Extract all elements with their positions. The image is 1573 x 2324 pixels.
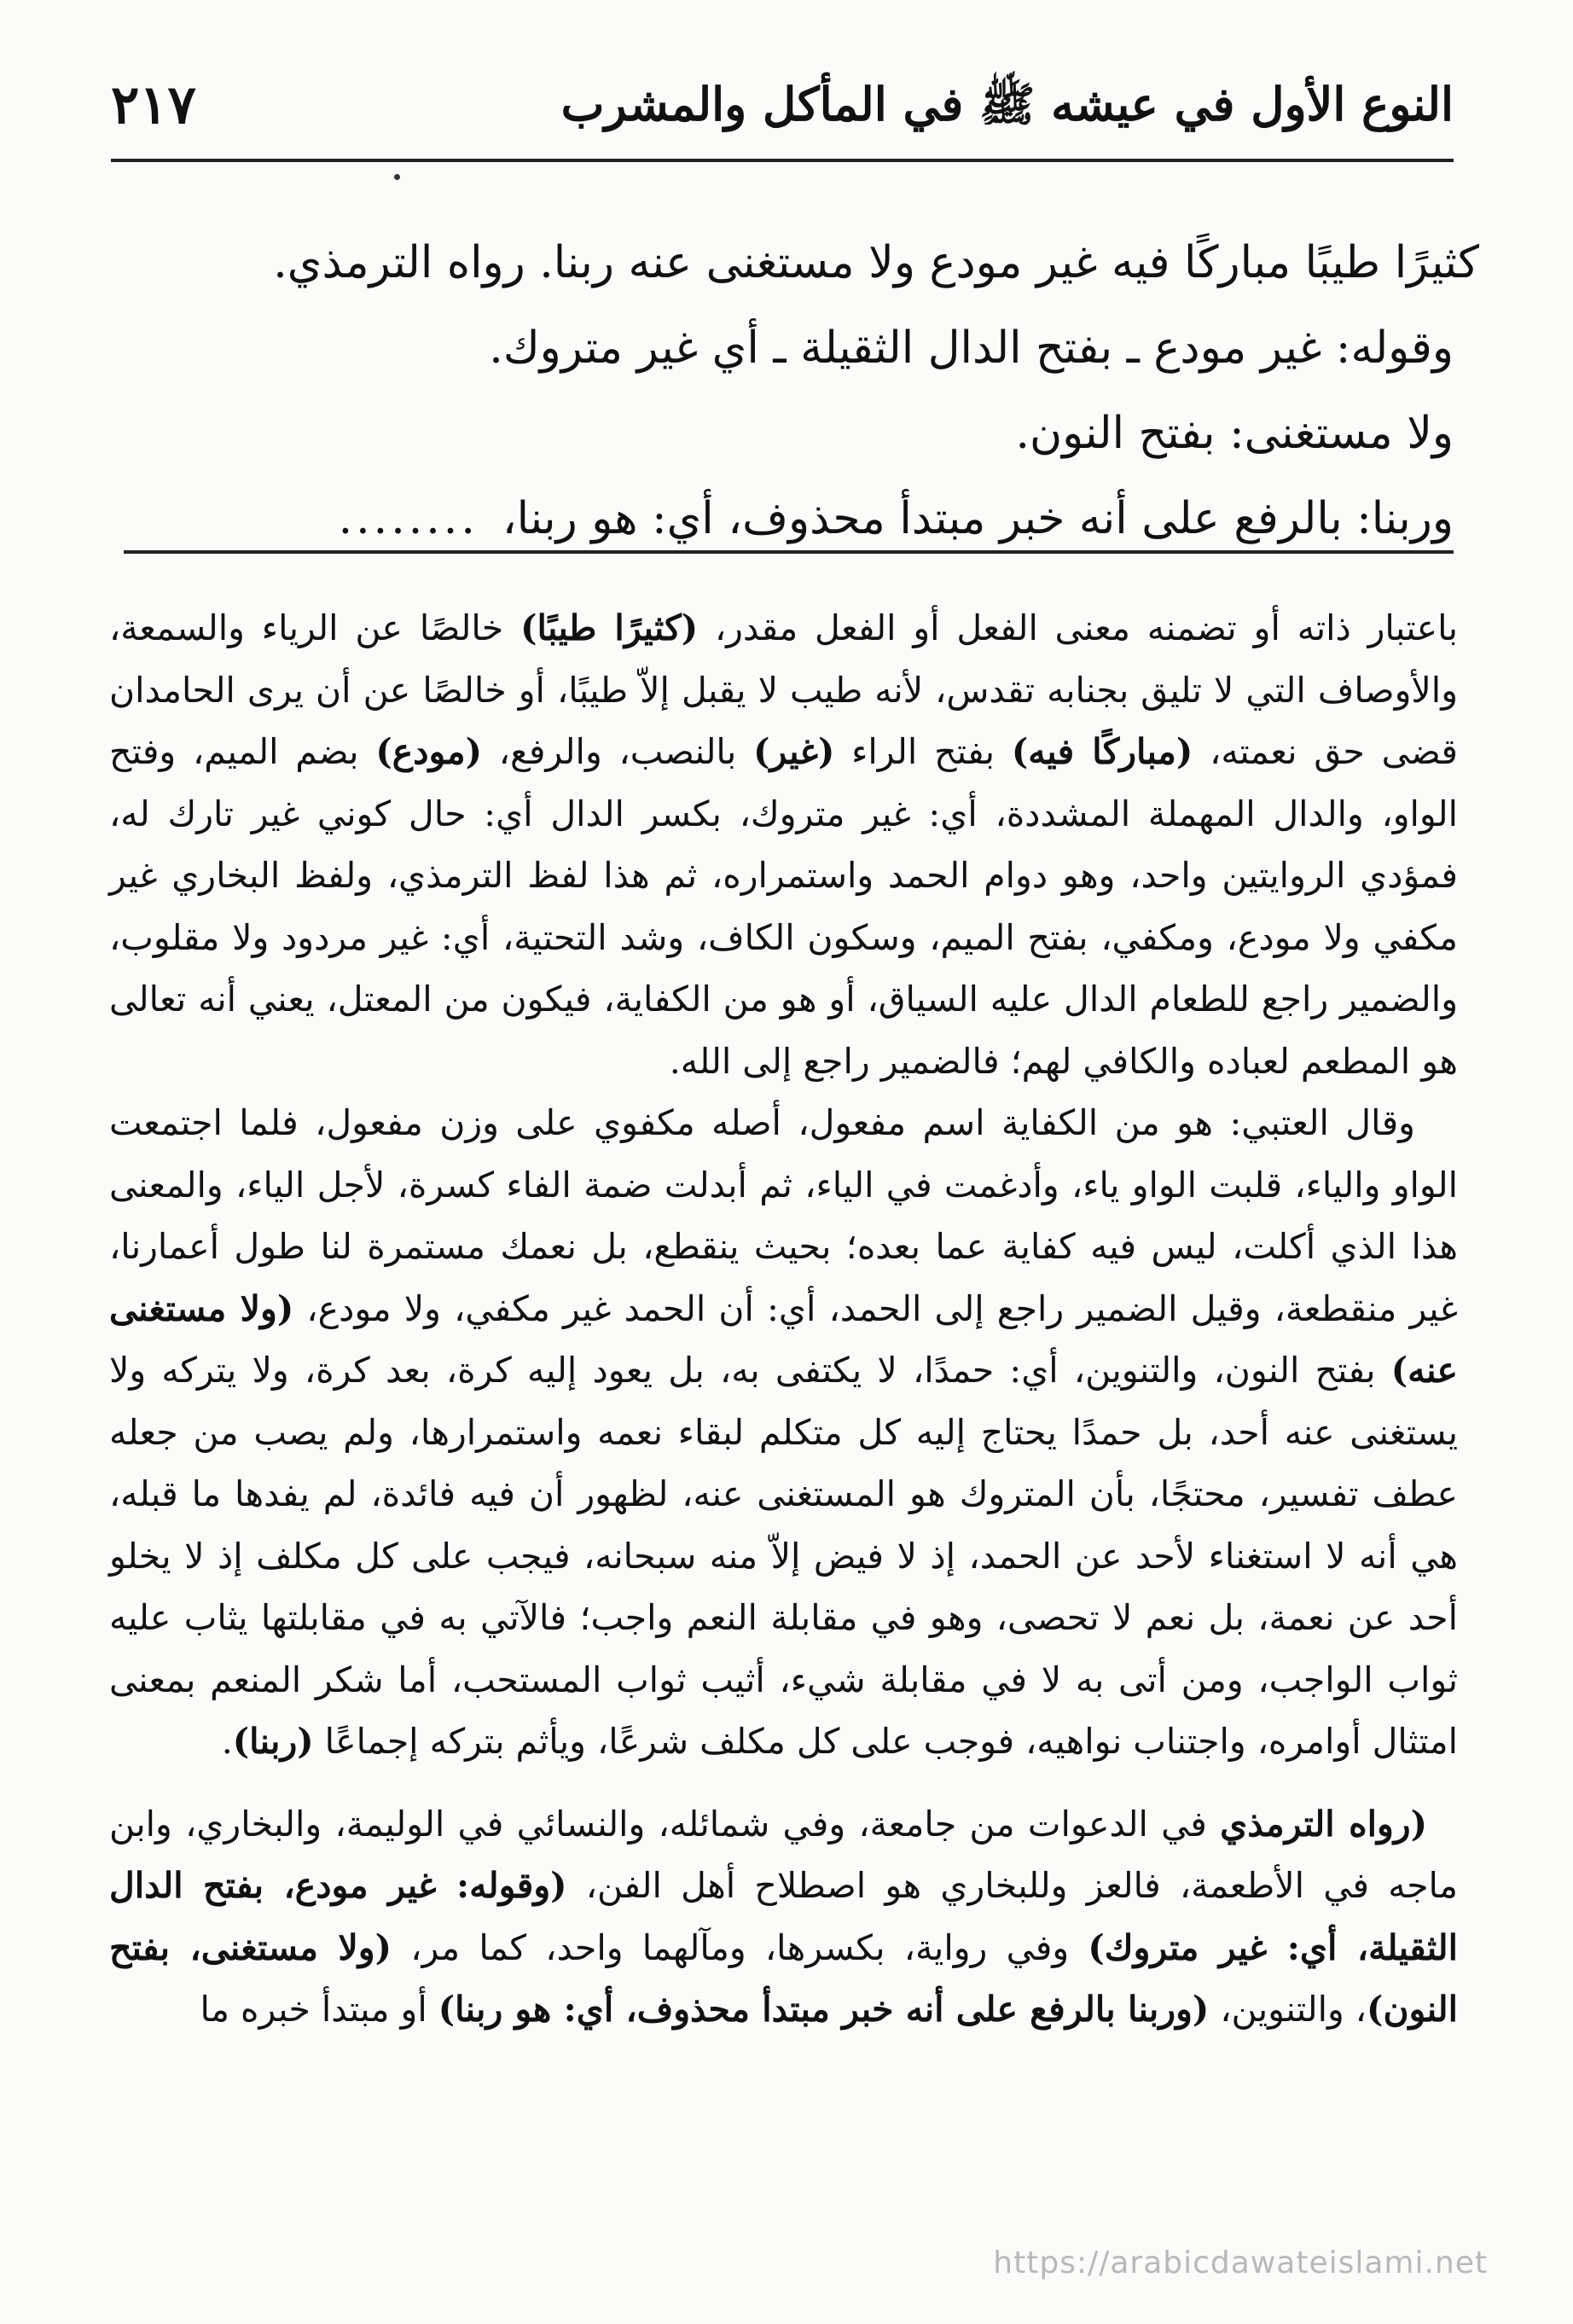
commentary-paragraph-3 [109, 1793, 1458, 2041]
commentary-text: أو مبتدأ خبره ما [200, 1989, 438, 2030]
commentary-text: بفتح النون، والتنوين، أي: حمدًا، لا يكتفى به، بل يعود إليه كرة، بعد كرة، ولا يتركه ولا يستغنى عنه أحد، بل حمدًا يحتاج إليه كل متكلم لبقاء نعمه واستمرارها، ولم يصب من جعله عطف تفسير، محتجًا، بأن المتروك هو المستغنى عنه، لظهور أن فيه فائدة، لم يفدها ما قبله، هي أنه لا استغناء لأحد عن الحمد، إذ لا فيض إلاّ منه سبحانه، فيجب على كل مكلف إذ لا يخلو أحد عن نعمة، بل نعم لا تحصى، وهو في مقابلة النعم واجب؛ فالآتي به في مقابلتها يثاب عليه ثواب الواجب، ومن أتى به لا في مقابلة شيء، أثيب ثواب المستحب، أما شكر المنعم بمعنى امتثال أوامره، واجتناب نواهيه، فوجب على كل مكلف شرعًا، ويأثم بتركه إجماعًا [109, 1350, 1458, 1762]
commentary-paragraph-1 [109, 597, 1458, 1092]
hadith-line-4 [124, 476, 1454, 561]
page-header [111, 73, 1454, 154]
section-rule [124, 550, 1454, 554]
running-title: النوع الأول في عيشه ﷺ في المأكل والمشرب [560, 77, 1454, 131]
commentary-text: وقال العتبي: هو من الكفاية اسم مفعول، أصله مكفوي على وزن مفعول، فلما اجتمعت الواو والياء، قلبت الواو ياء، وأدغمت في الياء، ثم أبدلت ضمة الفاء كسرة، لأجل الياء، والمعنى هذا الذي أكلت، ليس فيه كفاية عما بعده؛ بحيث ينقطع، بل نعمك مستمرة لنا طول أعمارنا، غير منقطعة، وقيل الضمير راجع إلى الحمد، أي: أن الحمد غير مكفي، ولا مودع، [109, 1102, 1458, 1329]
hadith-line-4-text: وربنا: بالرفع على أنه خبر مبتدأ محذوف، أي: هو ربنا، [502, 493, 1454, 544]
hadith-line-3: ولا مستغنى: بفتح النون. [1015, 408, 1454, 459]
quoted-phrase: (غير) [753, 731, 835, 772]
hadith-text [124, 220, 1479, 561]
quoted-phrase: (كثيرًا طيبًا) [520, 607, 699, 648]
quoted-phrase: (مودع) [375, 731, 482, 772]
quoted-phrase: (ولا مستغنى، بفتح النون) [109, 1926, 1458, 2030]
header-rule [111, 159, 1454, 162]
commentary-text: بالنصب، والرفع، [482, 731, 754, 772]
quoted-phrase: (رواه الترمذي [1220, 1803, 1427, 1845]
commentary-text: بفتح الراء [834, 731, 1012, 772]
commentary-text: ، والتنوين، [1209, 1989, 1367, 2030]
watermark-url: https://arabicdawateislami.net [993, 2246, 1488, 2280]
ink-dot [394, 174, 400, 180]
quoted-phrase: (ولا مستغنى عنه) [109, 1287, 1458, 1391]
commentary-text: في الدعوات من جامعة، وفي شمائله، والنسائي في الوليمة، والبخاري، وابن ماجه في الأطعمة، فالعز وللبخاري هو اصطلاح أهل الفن، [109, 1803, 1459, 1906]
continuation-dots: ........ [338, 493, 479, 544]
quoted-phrase: (مباركًا فيه) [1011, 731, 1193, 772]
commentary-text: خالصًا عن الرياء والسمعة، والأوصاف التي لا تليق بجنابه تقدس، لأنه طيب لا يقبل إلاّ طيبًا، أو خالصًا عن أن يرى الحامدان قضى حق نعمته، [109, 607, 1458, 772]
commentary [109, 597, 1458, 2041]
quoted-phrase: (وقوله: غير مودع، بفتح الدال الثقيلة، أي: غير متروك) [109, 1865, 1458, 1968]
commentary-text: . [221, 1721, 233, 1762]
hadith-line-1: كثيرًا طيبًا مباركًا فيه غير مودع ولا مستغنى عنه ربنا. رواه الترمذي. [273, 237, 1479, 288]
page-number: ٢١٧ [111, 73, 196, 136]
commentary-text: بضم الميم، وفتح الواو، والدال المهملة المشددة، أي: غير متروك، بكسر الدال أي: حال كوني غير تارك له، فمؤدي الروايتين واحد، وهو دوام الحمد واستمراره، ثم هذا لفظ الترمذي، ولفظ البخاري غير مكفي ولا مودع، ومكفي، بفتح الميم، وسكون الكاف، وشد التحتية، أي: غير مردود ولا مقلوب، والضمير راجع للطعام الدال عليه السياق، أو هو من الكفاية، فيكون من المعتل، يعني أنه تعالى هو المطعم لعباده والكافي لهم؛ فالضمير راجع إلى الله. [109, 731, 1458, 1082]
commentary-paragraph-2 [109, 1092, 1458, 1773]
commentary-text: باعتبار ذاته أو تضمنه معنى الفعل أو الفعل مقدر، [698, 607, 1459, 648]
quoted-phrase: (ربنا) [232, 1721, 314, 1762]
hadith-line-2: وقوله: غير مودع ـ بفتح الدال الثقيلة ـ أي غير متروك. [489, 322, 1454, 374]
commentary-text: وفي رواية، بكسرها، ومآلهما واحد، كما مر، [392, 1926, 1088, 1968]
quoted-phrase: (وربنا بالرفع على أنه خبر مبتدأ محذوف، أي: هو ربنا) [438, 1989, 1210, 2030]
